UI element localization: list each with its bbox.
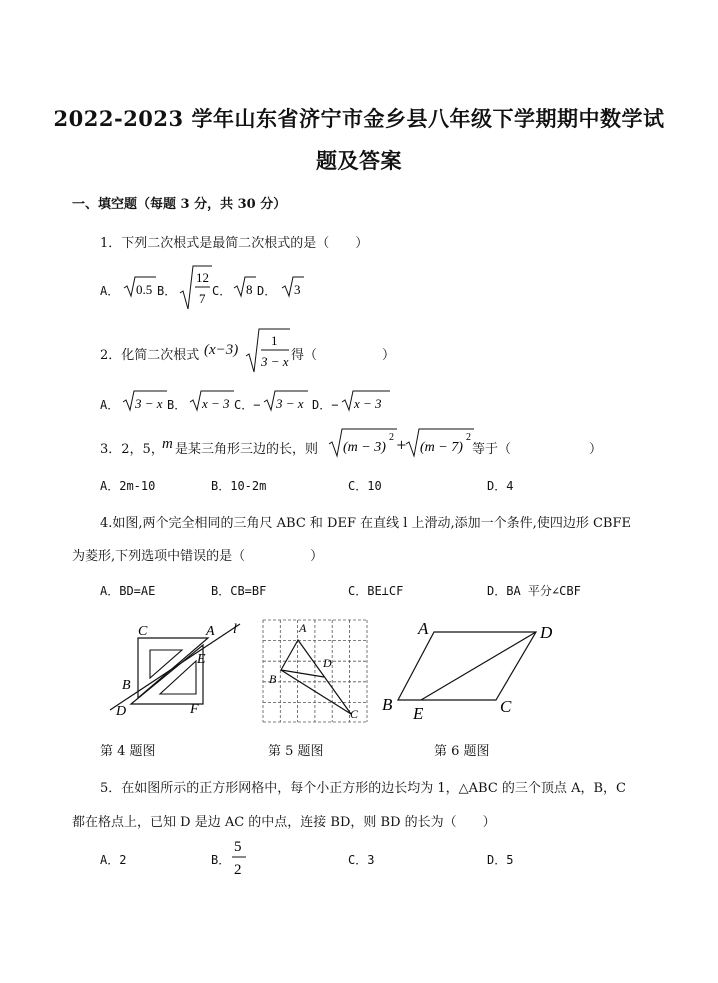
q3-var-m: m [162,436,173,452]
q1-opt-c-sqrt [232,274,256,300]
fig5-label-a: A [299,621,307,635]
q4-line1: 4.如图,两个完全相同的三角尺 ABC 和 DEF 在直线 l 上滑动,添加一个条件,使四边形 CBFE [100,516,631,531]
fig6-label-e: E [413,704,424,723]
q5-line2: 都在格点上，已知 D 是边 AC 的中点，连接 BD，则 BD 的长为（ ） [72,815,496,830]
q2-stem-suffix: 得（ ） [291,348,396,363]
q3-opt-b: B．10-2m [211,479,267,493]
fig4-label-a: A [206,624,215,639]
q4-opt-b: B．CB=BF [211,584,267,598]
q5-opt-b-fraction [230,834,248,880]
doc-title-line1: 2022-2023 学年山东省济宁市金乡县八年级下学期期中数学试 [53,106,665,131]
q4-opt-c: C．BE⊥CF [348,584,404,598]
q2-opt-b-label: B． [167,398,187,412]
fig4-label-f: F [190,702,199,717]
q3-sqrt-2 [404,426,474,460]
q2-factor: (x−3) [204,342,239,358]
q3-stem-prefix: 3．2，5， [100,442,164,457]
q5-line1: 5．在如图所示的正方形网格中，每个小正方形的边长均为 1，△ABC 的三个顶点 A，B，C [100,781,626,796]
q3-stem-mid: 是某三角形三边的长，则 [175,442,319,457]
q1-opt-b-den: 7 [199,291,206,306]
q2-opt-d-sqrt [340,388,390,414]
fig6-label-d: D [540,623,553,642]
q2-stem-prefix: 2．化简二次根式 [100,348,200,363]
q1-opt-c-label: C． [212,284,232,298]
q1-opt-d-sqrt [280,274,304,300]
fig5-triangle-abc [281,640,351,714]
q2-opt-a-radicand: 3 − x [135,396,163,411]
q2-opt-d-label: D．− [312,398,339,412]
fig5-label-c: C [350,707,359,721]
q1-opt-b-sqrt [178,263,212,311]
fig4-label-b: B [122,678,131,693]
q1-opt-a-radicand: 0.5 [136,282,153,297]
q5-opt-d: D．5 [487,853,514,867]
fig6-segment-ed [421,632,536,700]
q2-frac-den: 3 − x [261,354,289,369]
q4-opt-a: A．BD=AE [100,584,156,598]
q2-opt-c-radicand: 3 − x [276,396,304,411]
fig4-label-d: D [116,704,127,719]
q5-opt-b-num: 5 [234,839,242,855]
q3-opt-a: A．2m-10 [100,479,156,493]
q1-opt-d-label: D． [257,284,277,298]
fig4-label-e: E [197,652,206,667]
q3-sqrt-1 [327,426,397,460]
fig4-label-l: l [233,622,237,637]
q2-opt-c-sqrt [262,388,308,414]
q2-opt-b-sqrt [188,388,234,414]
q2-opt-a-sqrt [121,388,167,414]
q3-exp-2: 2 [466,432,471,443]
q2-opt-c-label: C．− [234,398,261,412]
fig4-triangle-def [131,645,203,704]
fig5-label-d: D [323,656,332,670]
q3-opt-d: D．4 [487,479,514,493]
q5-opt-a: A．2 [100,853,127,867]
doc-title-line2: 题及答案 [316,148,402,173]
q3-rad1: (m − 3) [343,440,386,455]
q1-stem: 1．下列二次根式是最简二次根式的是（ ） [100,236,369,251]
fig6-label-b: B [382,695,393,714]
q5-opt-c: C．3 [348,853,375,867]
q1-opt-a-label: A． [100,284,120,298]
q3-opt-c: C．10 [348,479,382,493]
q4-line2: 为菱形,下列选项中错误的是（ ） [72,549,324,564]
q5-opt-b-label: B． [211,853,231,867]
figure-4 [100,614,250,720]
fig4-label-c: C [138,624,148,639]
q2-opt-d-radicand: x − 3 [354,396,382,411]
q5-opt-b-den: 2 [234,862,242,878]
q2-opt-b-radicand: x − 3 [202,396,230,411]
fig6-parallelogram [398,632,536,700]
figure-5 [262,619,368,723]
q1-opt-b-label: B． [157,284,177,298]
q4-opt-d: D．BA 平分∠CBF [487,584,581,598]
fig6-label-c: C [500,697,512,716]
q3-exp-1: 2 [389,432,394,443]
q1-opt-b-num: 12 [196,270,209,285]
q2-opt-a-label: A． [100,398,120,412]
q1-opt-a-sqrt [122,274,156,300]
q3-stem-suffix: 等于（ ） [472,442,603,457]
fig4-caption: 第 4 题图 [100,744,156,759]
figure-6 [378,614,558,724]
q3-plus: + [396,438,407,453]
q2-frac-num: 1 [271,333,278,348]
fig6-caption: 第 6 题图 [434,744,490,759]
fig5-caption: 第 5 题图 [268,744,324,759]
q1-opt-d-radicand: 3 [294,282,301,297]
fig5-label-b: B [269,672,277,686]
q1-opt-c-radicand: 8 [246,282,253,297]
section-heading: 一、填空题（每题 3 分，共 30 分） [72,197,287,212]
q3-rad2: (m − 7) [420,440,463,455]
fig6-label-a: A [418,619,429,638]
q2-fraction-sqrt [244,326,292,374]
